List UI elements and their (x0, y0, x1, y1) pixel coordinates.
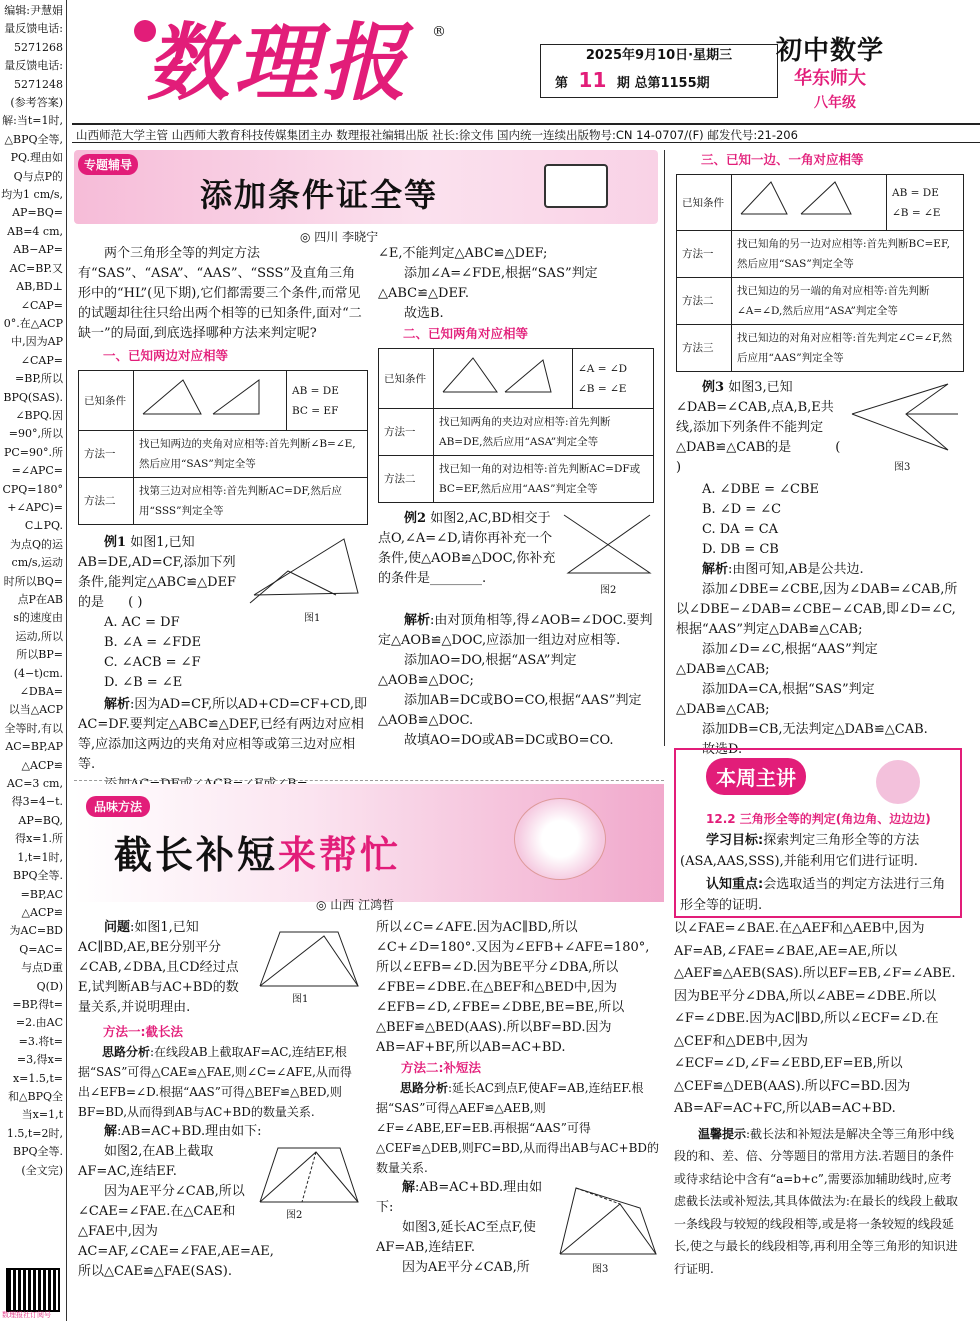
ex3-p5: 添加DB=CB,无法判定△DAB≌△CAB. (702, 722, 928, 737)
left-strip-line: BPQ(SAS). (3, 390, 63, 404)
article2-banner (74, 784, 664, 902)
left-strip-line: AP=BQ, (18, 813, 63, 827)
a2-fig3 (554, 1178, 660, 1260)
ex3-option: B. ∠D = ∠C (702, 502, 782, 517)
fig3-caption: 图3 (894, 462, 911, 473)
left-strip-line: Q与点P的 (13, 169, 63, 183)
a2-fig1-caption: 图1 (292, 994, 309, 1005)
ex3-p3: 添加∠D=∠C,根据“AAS”判定△DAB≌△CAB; (676, 642, 878, 677)
left-strip-line: 与点D重 (21, 961, 63, 975)
ex1-option: B. ∠A = ∠FDE (104, 635, 202, 650)
table1-known-cond: AB = DE BC = EF (287, 371, 368, 431)
left-strip-line: Q(D) (36, 979, 63, 993)
article2-tag: 品味方法 (86, 796, 150, 817)
article2-col2 (376, 918, 660, 1278)
left-strip-line: 所以BP= (16, 648, 63, 662)
left-strip-line: 时所以BQ= (3, 574, 63, 588)
table1-figure (134, 371, 287, 431)
left-strip-line: 和△BPQ全 (8, 1089, 63, 1103)
table3-m1-text: 找已知角的另一边对应相等:首先判断BC=EF,然后应用“SAS”判定全等 (732, 231, 964, 278)
fig1-caption: 图1 (304, 613, 321, 624)
table2 (378, 348, 654, 503)
ex1-options (104, 613, 368, 693)
left-strip-line: =BP,得t= (12, 997, 63, 1011)
table3-m2-text: 找已知边的另一端的角对应相等:首先判断∠A=∠D,然后应用“ASA”判定全等 (732, 278, 964, 325)
table2-known-cond: ∠A = ∠D ∠B = ∠E (573, 349, 654, 409)
ex3-option: D. DB = CB (702, 542, 779, 557)
a2-fig1 (254, 924, 364, 990)
masthead (72, 0, 980, 125)
ex3-p6: 故选D. (702, 742, 743, 757)
article1-col3 (676, 150, 964, 760)
table3-figure (732, 175, 887, 231)
left-strip-line: PQ.理由如 (10, 151, 63, 165)
left-strip-line: AB=4 cm, (7, 224, 63, 238)
left-strip-line: =BP,所以 (15, 372, 63, 386)
table2-m2-text: 找已知一角的对边相等:首先判断AC=DF或BC=EF,然后应用“AAS”判定全等 (434, 456, 654, 503)
ex3-option: A. ∠DBE = ∠CBE (702, 482, 820, 497)
edition: 华东师大 (794, 68, 866, 89)
article1-col2 (378, 244, 654, 751)
left-strip-line: AC=BP.又 (9, 261, 63, 275)
left-strip-line: △BPQ全等, (4, 132, 63, 146)
left-strip-line: =∠APC= (11, 464, 63, 478)
left-strip-line: 点P在AB (17, 593, 63, 606)
left-strip-line: =2.由AC (15, 1016, 63, 1030)
table1-m1-label: 方法一 (79, 431, 134, 478)
left-strip-line: 量反馈电话: (4, 22, 63, 36)
table1-m2-label: 方法二 (79, 478, 134, 525)
article1-tag: 专题辅导 (78, 154, 138, 175)
left-strip-line: ∠CAP= (20, 298, 63, 312)
left-strip (0, 0, 67, 1321)
ex3-p4: 添加DA=CA,根据“SAS”判定△DAB≌△CAB; (676, 682, 875, 717)
issue-number: 11 (578, 68, 607, 92)
method1-idea: 思路分析:在线段AB上截取AF=AC,连结EF,根据“SAS”可得△CAE≌△FAE,则∠C=∠AFE,从而得出∠EFB=∠D.根据“AAS”可得△BEF≌△BED,则BF=BD,从而得到AB与AC+BD的数量关系. (78, 1045, 352, 1119)
left-strip-line: ∠DBA= (19, 685, 63, 699)
table2-known-label: 已知条件 (379, 349, 434, 409)
article1-byline: ◎ 四川 李晓宁 (300, 230, 379, 244)
fig2-caption: 图2 (600, 585, 617, 596)
table3-m2-label: 方法二 (677, 278, 732, 325)
col2-cont3: 故选B. (404, 306, 444, 321)
issue-line: 第 11 期 总第1155期 (555, 68, 710, 92)
ex2-p3: 添加AB=DC或BO=CO,根据“AAS”判定△AOB≌△DOC. (378, 693, 642, 728)
table3-m3-text: 找已知边的对角对应相等:首先判定∠C=∠F,然后应用“AAS”判定全等 (732, 325, 964, 372)
method1-title: 方法一:截长法 (103, 1024, 183, 1039)
left-strip-line: 0°.在△ACP (3, 316, 63, 330)
method1-p2: 因为AE平分∠CAB,所以∠CAE=∠FAE.在△CAE和△FAE中,因为AC=AF,∠CAE=∠FAE,AE=AE,所以△CAE≌△FAE(SAS). (78, 1184, 274, 1279)
left-strip-line: 得3=4−t. (11, 795, 63, 809)
left-strip-line: =90°,所以 (8, 427, 63, 441)
left-strip-line: C⊥PQ. (24, 519, 63, 533)
table2-figure (434, 349, 573, 409)
left-strip-line: 得x=1.所 (15, 832, 63, 846)
a2-fig2-caption: 图2 (286, 1210, 303, 1221)
ex1-option: C. ∠ACB = ∠F (104, 655, 201, 670)
table1-m1-text: 找已知两边的夹角对应相等:首先判断∠B=∠E,然后应用“SAS”判定全等 (134, 431, 368, 478)
weekly-key: 认知重点:会选取适当的判定方法进行三角形全等的证明. (680, 877, 946, 913)
left-strip-line: AC=3 cm, (6, 777, 63, 791)
article2-col3 (674, 918, 962, 1280)
table1-known-label: 已知条件 (79, 371, 134, 431)
left-strip-line: 以当△ACP (8, 703, 63, 717)
col2-cont2: 添加∠A=∠FDE,根据“SAS”判定△ABC≌△DEF. (378, 266, 598, 301)
left-strip-line: +∠APC)= (7, 500, 63, 514)
section2-title: 二、已知两角对应相等 (403, 326, 529, 341)
a2-fig3-caption: 图3 (592, 1264, 609, 1275)
left-strip-line: PC=90°.所 (3, 445, 63, 459)
ex3-p2: 添加∠DBE=∠CBE,因为∠DAB=∠CAB,所以∠DBE−∠DAB=∠CBE−∠CAB,即∠D=∠C,根据“AAS”判定△DAB≌△CAB; (676, 582, 958, 637)
left-strip-line: 当x=1,t (21, 1108, 63, 1122)
ex2-figure (558, 509, 658, 579)
left-strip-line: (全文完) (21, 1163, 63, 1177)
dotted-rule (74, 780, 664, 781)
left-strip-line: 5271268 (14, 40, 63, 54)
left-strip-line: Q=AC= (19, 942, 63, 956)
col2-cont1: ∠E,不能判定△ABC≌△DEF; (378, 246, 548, 261)
left-strip-line: 均为1 cm/s, (1, 188, 63, 202)
left-strip-line: 1,t=1时, (17, 850, 63, 864)
left-strip-line: 全等时,有以 (4, 721, 63, 735)
article2-byline: ◎ 山西 江鸿哲 (316, 898, 395, 912)
left-strip-line: 量反馈电话: (4, 59, 63, 73)
method2-title: 方法二:补短法 (401, 1060, 481, 1075)
left-strip-line: 为AC=BD (9, 924, 63, 938)
table3-known-label: 已知条件 (677, 175, 732, 231)
left-strip-text (0, 2, 63, 1180)
ex1-option: A. AC = DF (104, 615, 180, 630)
book-icon (544, 164, 608, 208)
left-strip-line: (参考答案) (10, 96, 63, 110)
left-strip-line: BPQ全等. (13, 1145, 63, 1159)
ex3-option: C. DA = CA (702, 522, 779, 537)
example2: 例2 如图2,AC,BD相交于点O,∠A=∠D,请你再补充一个条件,使△AOB≌△DOC,你补充的条件是________. (378, 511, 556, 586)
ex3-options (702, 480, 964, 560)
left-strip-line: ∠BPQ.因 (15, 408, 63, 422)
table3 (676, 174, 964, 372)
qr-caption: 数理报社订阅号 (2, 1311, 51, 1319)
date-box (540, 44, 778, 98)
date-line: 2025年9月10日·星期三 (585, 48, 733, 63)
left-strip-line: BPQ全等. (13, 869, 63, 883)
method1-sol: 解:AB=AC+BD.理由如下: (104, 1124, 262, 1139)
method2-p2: 因为AE平分∠CAB,所 (402, 1260, 530, 1275)
left-strip-line: 1.5,t=2时, (6, 1126, 63, 1140)
qr-code (6, 1268, 60, 1312)
left-strip-line: △ACP≌ (21, 905, 63, 919)
weekly-title: 本周主讲 (706, 758, 806, 795)
left-strip-line: s的速度由 (13, 611, 63, 625)
left-strip-line: cm/s,运动 (11, 556, 63, 570)
ex1-analysis: 解析:因为AD=CF,所以AD+CD=CF+CD,即AC=DF.要判定△ABC≌△DEF,已经有两边对应相等,应添加这两边的夹角对应相等或第三边对应相等. (78, 697, 368, 772)
table3-m1-label: 方法一 (677, 231, 732, 278)
left-strip-line: x=1.5,t= (12, 1071, 63, 1085)
a2-col2-p1: 所以∠C=∠AFE.因为AC∥BD,所以∠C+∠D=180°.又因为∠EFB+∠AFE=180°,所以∠EFB=∠D.因为BE平分∠DBA,所以∠FBE=∠DBE.在△BEF和△BED中,因为∠EFB=∠D,∠FBE=∠DBE,BE=BE,所以△BEF≌△BED(AAS).所以BF=BD.因为AB=AF+BF,所以AB=AC+BD. (376, 920, 650, 1055)
ex1-figure (248, 533, 366, 613)
lightbulb-icon (514, 798, 606, 880)
left-strip-line: 解:当t=1时, (2, 114, 63, 128)
table3-m3-label: 方法三 (677, 325, 732, 372)
article2-title: 截长补短来帮忙 (114, 833, 402, 877)
left-strip-line: AB−AP= (13, 243, 63, 257)
left-strip-line: (4−t)cm. (13, 666, 63, 680)
info-bar: 山西师范大学主管 山西师大教育科技传媒集团主办 数理报社编辑出版 社长:徐文伟 国内统一连续出版物号:CN 14-0707/(F) 邮发代号:21-206 (72, 123, 980, 143)
table1 (78, 370, 368, 525)
left-strip-line: CPQ=180° (2, 482, 63, 496)
example1: 例1 如图1,已知AB=DE,AD=CF,添加下列条件,能判定△ABC≌△DEF的是 ( ) (78, 535, 237, 610)
left-strip-line: 为点Q的运 (9, 537, 63, 551)
table2-m1-text: 找已知两角的夹边对应相等:首先判断AB=DE,然后应用“ASA”判定全等 (434, 409, 654, 456)
left-strip-line: 5271248 (14, 77, 63, 91)
example3: 例3 如图3,已知∠DAB=∠CAB,点A,B,E共线,添加下列条件不能判定△DAB≌△CAB的是 ( ) (676, 380, 841, 475)
method1-p1: 如图2,在AB上截取AF=AC,连结EF. (78, 1144, 214, 1179)
graduation-cap-icon (876, 760, 920, 804)
article1-col1 (78, 244, 368, 795)
left-strip-line: 运动,所以 (15, 629, 63, 643)
table2-m2-label: 方法二 (379, 456, 434, 503)
left-strip-line: AC=BP,AP (5, 740, 63, 754)
reg-mark: ® (432, 24, 446, 40)
article1-banner (74, 150, 658, 224)
ex3-analysis: 解析:由图可知,AB是公共边. (702, 562, 864, 577)
ex2-p2: 添加AO=DO,根据“ASA”判定△AOB≌△DOC; (378, 653, 577, 688)
article1-title: 添加条件证全等 (200, 176, 439, 214)
weekly-heading: 12.2 三角形全等的判定(角边角、边边边) (706, 812, 931, 826)
left-strip-line: AB,BD⊥ (16, 280, 63, 294)
method2-p1: 如图3,延长AC至点F,使AF=AB,连结EF. (376, 1220, 536, 1255)
subject-title: 初中数学 (776, 36, 885, 66)
weekly-goal: 学习目标:探索判定三角形全等的方法(ASA,AAS,SSS),并能利用它们进行证明. (680, 833, 920, 869)
section1-title: 一、已知两边对应相等 (103, 348, 229, 363)
left-strip-line: =3.将t= (18, 1034, 63, 1048)
article1-intro: 两个三角形全等的判定方法有“SAS”、“ASA”、“AAS”、“SSS”及直角三角形中的“HL”(见下期),它们都需要三个条件,而常见的试题却往往只给出两个相等的已知条件,面对“二缺一”的局面,到底选择哪种方法来判定呢? (78, 246, 362, 341)
article2-col1 (78, 918, 362, 1282)
table2-m1-label: 方法一 (379, 409, 434, 456)
left-strip-line: △ACP≌ (21, 758, 63, 772)
divider (664, 150, 665, 746)
section3-title: 三、已知一边、一角对应相等 (701, 152, 864, 167)
method2-sol: 解:AB=AC+BD.理由如下: (376, 1180, 543, 1215)
left-strip-line: 中,因为AP (11, 335, 63, 349)
method2-idea: 思路分析:延长AC到点F,使AF=AB,连结EF.根据“SAS”可得△AEF≌△AEB,则∠F=∠ABE,EF=EB.再根据“AAS”可得△CEF≌△DEB,则FC=BD,从而得出AB与AC+BD的数量关系. (376, 1081, 660, 1175)
weekly-box (674, 748, 962, 918)
left-strip-line: 编辑:尹慧娟 (4, 4, 63, 17)
left-strip-line: ∠CAP= (20, 353, 63, 367)
table1-m2-text: 找第三边对应相等:首先判断AC=DF,然后应用“SSS”判定全等 (134, 478, 368, 525)
logo: 数理报 (146, 13, 411, 112)
left-strip-line: =BP,AC (20, 887, 63, 901)
table3-known-cond: AB = DE ∠B = ∠E (887, 175, 964, 231)
a2-col3-p1: 以∠FAE=∠BAE.在△AEF和△AEB中,因为AF=AB,∠FAE=∠BAE,AE=AE,所以△AEF≌△AEB(SAS).所以EF=EB,∠F=∠ABE.因为BE平分∠DBA,所以∠ABE=∠DBE.所以∠F=∠DBE.因为AC∥BD,所以∠ECF=∠D.在△CEF和△DEB中,因为∠ECF=∠D,∠F=∠EBD,EF=EB,所以△CEF≌△DEB(AAS).所以FC=BD.因为AB=AF=AC+FC,所以AB=AC+BD. (674, 921, 956, 1116)
ex3-figure (848, 378, 960, 458)
ex2-analysis: 解析:由对顶角相等,得∠AOB=∠DOC.要判定△AOB≌△DOC,应添加一组边对应相等. (378, 613, 653, 648)
left-strip-line: AP=BQ= (12, 206, 63, 220)
problem: 问题:如图1,已知AC∥BD,AE,BE分别平分∠CAB,∠DBA,且CD经过点E,试判断AB与AC+BD的数量关系,并说明理由. (78, 920, 239, 1015)
left-strip-line: =3,得x= (16, 1053, 63, 1067)
grade: 八年级 (814, 95, 856, 111)
ex1-option: D. ∠B = ∠E (104, 675, 183, 690)
a2-fig2 (254, 1142, 364, 1206)
tip: 温馨提示:截长法和补短法是解决全等三角形中线段的和、差、倍、分等题目的常用方法.若题目的条件或待求结论中含有“a=b+c”,需要添加辅助线时,应考虑截长法或补短法,其具体做法为:在最长的线段上截取一条线段与较短的线段相等,或是将一条较短的线段延长,使之与最长的线段相等,再利用全等三角形的知识进行证明. (674, 1126, 958, 1276)
ex2-p4: 故填AO=DO或AB=DC或BO=CO. (404, 733, 614, 748)
